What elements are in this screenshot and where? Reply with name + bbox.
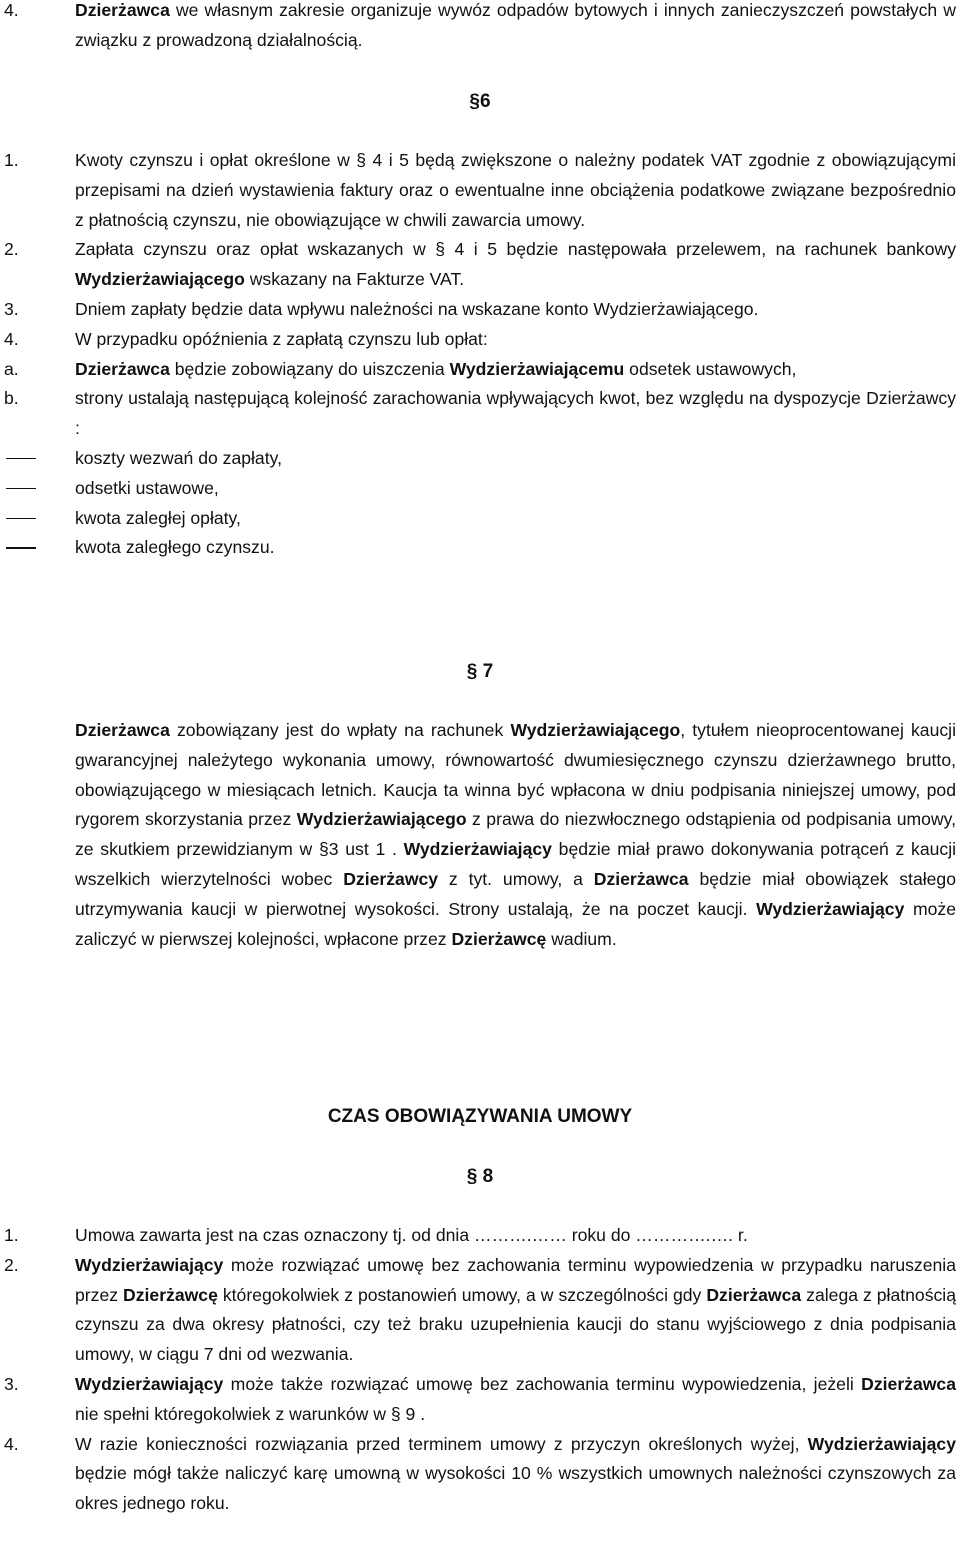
paragraph-text: będzie miał prawo dokonywania potrąceń z kaucji wszelkich wierzytelności wobec <box>75 839 957 889</box>
item-number: 4. <box>4 1433 19 1454</box>
dash-list-item <box>0 444 960 474</box>
party-name: Wydzierżawiający <box>403 839 552 860</box>
party-name: Dzierżawca <box>75 358 170 379</box>
item-text: może także rozwiązać umowę bez zachowania terminu wypowiedzenia, jeżeli <box>223 1373 862 1394</box>
paragraph-text: , tytułem nieoprocentowanej kaucji gwarancyjnej należytego wykonania umowy, równowartość dwumiesięcznego czynszu dzierżawnego brutto, obowiązującego w miesiącach letnich. Kaucja ta winna być wpłacona w dniu podpisania niniejszej umowy, pod rygorem skorzystania przez <box>75 720 956 830</box>
party-name: Wydzierżawiającego <box>510 720 681 740</box>
s6-item-4 <box>0 325 960 355</box>
item-text: będzie zobowiązany do uiszczenia <box>169 358 450 379</box>
item-text: wskazany na Fakturze VAT. <box>244 269 465 290</box>
item-text: strony ustalają następującą kolejność zarachowania wpływających kwot, bez względu na dyspozycje <box>75 388 867 409</box>
s6-item-a <box>0 355 960 385</box>
dash-list-item <box>0 504 960 534</box>
item-letter: b. <box>4 388 19 409</box>
dash-list-item <box>0 533 960 563</box>
party-name: Dzierżawcę <box>123 1284 218 1305</box>
item-text: odsetek ustawowych, <box>624 358 797 379</box>
party-name: Dzierżawca <box>75 0 170 20</box>
party-name: Wydzierżawiający <box>75 1373 224 1394</box>
dash-bullet <box>6 547 36 548</box>
s8-item-1 <box>0 1221 960 1251</box>
party-name: Wydzierżawiającego <box>296 809 467 830</box>
item-number: 1. <box>4 1225 19 1245</box>
dash-list-item <box>0 474 960 504</box>
item-number: 4. <box>4 0 19 20</box>
s6-item-b <box>0 384 960 444</box>
item-number: 2. <box>4 239 19 260</box>
party-name: Wydzierżawiającemu <box>449 358 625 379</box>
dash-item-text: kwota zaległego czynszu. <box>75 537 275 558</box>
party-name: Dzierżawcę <box>451 928 547 949</box>
item-text: W przypadku opóźnienia z zapłatą czynszu lub opłat: <box>75 328 488 349</box>
item-number: 2. <box>4 1254 19 1275</box>
party-name: Dzierżawca <box>593 868 689 889</box>
item-text: może rozwiązać umowę bez zachowania terminu wypowiedzenia w przypadku naruszenia przez <box>75 1254 956 1305</box>
section-8-title: § 8 <box>466 1166 494 1187</box>
section-7-paragraph <box>0 716 960 954</box>
section-7-title: § 7 <box>466 661 494 682</box>
section-6-title: §6 <box>469 91 491 112</box>
dash-item-text: odsetki ustawowe, <box>75 477 219 498</box>
s8-item-4 <box>0 1430 960 1519</box>
clause-4-waste <box>0 0 960 56</box>
dash-item-text: koszty wezwań do zapłaty, <box>75 447 282 468</box>
item-text: : <box>75 418 80 439</box>
party-name: Dzierżawcy <box>343 868 439 889</box>
party-name: Wydzierżawiający <box>807 1433 956 1454</box>
item-number: 3. <box>4 298 19 319</box>
paragraph-text: z tyt. umowy, a <box>438 868 594 889</box>
item-text: któregokolwiek z postanowień umowy, a w szczególności gdy <box>217 1284 707 1305</box>
dash-bullet <box>6 518 36 519</box>
dash-bullet <box>6 488 36 489</box>
section-6-body <box>0 146 960 563</box>
paragraph-text: z prawa do niezwłocznego odstąpienia od podpisania umowy, ze skutkiem przewidzianym w §3 ust 1 . <box>75 809 957 860</box>
party-name: Wydzierżawiający <box>756 898 905 919</box>
paragraph-text: może zaliczyć w pierwszej kolejności, wpłacone przez <box>75 898 956 949</box>
item-number: 1. <box>4 150 19 170</box>
paragraph-text: zobowiązany jest do wpłaty na rachunek <box>169 720 511 740</box>
s6-item-2 <box>0 235 960 295</box>
item-text: W razie konieczności rozwiązania przed terminem umowy z przyczyn określonych wyżej, <box>75 1433 808 1454</box>
item-text: będzie mógł także naliczyć karę umowną w wysokości 10 % wszystkich umownych należności czynszowych za okres jednego roku. <box>75 1463 956 1514</box>
item-text: nie spełni któregokolwiek z warunków w § 9 . <box>75 1403 426 1424</box>
dash-bullet <box>6 458 36 459</box>
item-text: zalega z płatnością czynszu za dwa okresy płatności, czy też braku uzupełnienia kaucji do stanu wyjściowego z dnia podpisania umowy, w ciągu 7 dni od wezwania. <box>75 1284 956 1365</box>
paragraph-text: wadium. <box>546 928 617 949</box>
party-name: Dzierżawca <box>75 720 170 740</box>
item-letter: a. <box>4 358 19 379</box>
item-text: Dniem zapłaty będzie data wpływu należności na wskazane konto Wydzierżawiającego. <box>75 298 759 319</box>
item-number: 4. <box>4 328 19 349</box>
dash-item-text: kwota zaległej opłaty, <box>75 507 241 528</box>
s6-item-3 <box>0 295 960 325</box>
clause-text: we własnym zakresie organizuje wywóz odpadów bytowych i innych zanieczyszczeń powstałych w związku z prowadzoną działalnością. <box>75 0 956 50</box>
item-text: Kwoty czynszu i opłat określone w § 4 i 5 będą zwiększone o należny podatek VAT zgodnie z obowiązującymi przepisami na dzień wystawienia faktury oraz o ewentualne inne obciążenia podatkowe związane bezpośrednio z płatnością czynszu, nie obowiązujące w chwili zawarcia umowy. <box>75 150 956 230</box>
party-name: Dzierżawca <box>861 1373 956 1394</box>
item-number: 3. <box>4 1373 19 1394</box>
s8-item-2 <box>0 1251 960 1370</box>
party-name: Wydzierżawiający <box>75 1254 224 1275</box>
party-name: Dzierżawca <box>706 1284 802 1305</box>
s6-item-1 <box>0 146 960 235</box>
item-text: Umowa zawarta jest na czas oznaczony tj. od dnia ……….…… roku do ………….…. r. <box>75 1225 748 1245</box>
party-name: Dzierżawcy <box>866 388 956 409</box>
party-name: Wydzierżawiającego <box>75 269 245 290</box>
item-text: Zapłata czynszu oraz opłat wskazanych w § 4 i 5 będzie następowała przelewem, na rachunek bankowy <box>75 239 956 260</box>
section-8-body <box>0 1221 960 1519</box>
paragraph-text: będzie miał obowiązek stałego utrzymywania kaucji w pierwotnej wysokości. Strony ustalają, że na poczet kaucji. <box>75 868 956 919</box>
section-heading: CZAS OBOWIĄZYWANIA UMOWY <box>327 1106 633 1127</box>
s8-item-3 <box>0 1370 960 1430</box>
